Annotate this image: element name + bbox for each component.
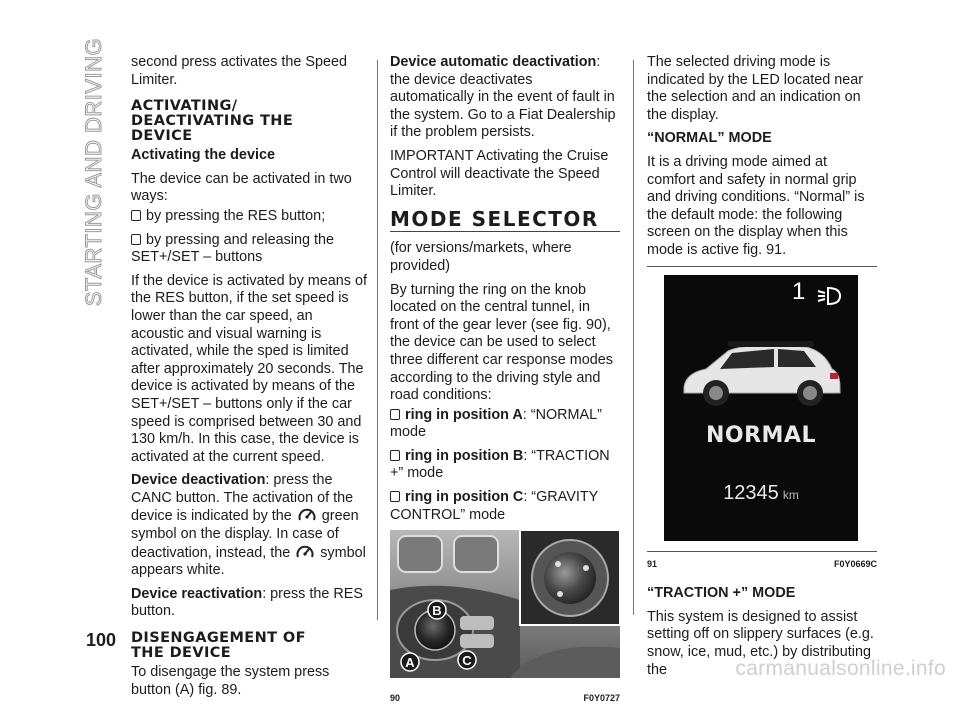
list-item-text: by pressing and releasing the SET+/SET – buttons bbox=[131, 231, 334, 266]
bullet-box-icon bbox=[131, 234, 141, 245]
paragraph-reactivation bbox=[131, 586, 367, 621]
display-odometer bbox=[664, 481, 858, 505]
list-item-label: ring in position C bbox=[405, 489, 524, 506]
watermark: carmanualsonline.info bbox=[735, 657, 946, 680]
paragraph: The device can be activated in two ways: bbox=[131, 170, 352, 205]
list-item-text: : “NORMAL” mode bbox=[390, 406, 602, 441]
heading-line: DEACTIVATING THE bbox=[131, 113, 294, 130]
figure-code: F0Y0727 bbox=[583, 692, 620, 703]
paragraph-deactivation bbox=[131, 472, 367, 580]
deactivation-text: symbol appears white. bbox=[131, 544, 366, 579]
subheading-activating: Activating the device bbox=[131, 147, 275, 164]
column-divider bbox=[377, 60, 378, 620]
heading-activating bbox=[131, 99, 367, 144]
bullet-box-icon bbox=[390, 409, 400, 420]
speed-limiter-icon bbox=[295, 544, 315, 560]
figure-number: 91 bbox=[647, 558, 658, 569]
figure-caption bbox=[390, 686, 620, 707]
list-item-text: : “TRACTION +” mode bbox=[390, 447, 610, 482]
label-c: C bbox=[462, 653, 472, 669]
page-number: 100 bbox=[86, 630, 117, 650]
odometer-unit: km bbox=[782, 487, 799, 502]
bullet-box-icon bbox=[390, 450, 400, 461]
auto-deactivation-label: Device automatic deactivation bbox=[390, 54, 597, 70]
list-item-text: : “GRAVITY CONTROL” mode bbox=[390, 489, 598, 523]
paragraph: second press activates the Speed Limiter. bbox=[131, 54, 347, 88]
heading-mode-selector: MODE SELECTOR bbox=[390, 211, 620, 233]
speed-limiter-icon bbox=[297, 507, 317, 523]
heading-line: ACTIVATING/ bbox=[131, 98, 238, 115]
list-item bbox=[390, 489, 620, 524]
heading-line: DEVICE bbox=[131, 128, 193, 145]
figure-rule bbox=[647, 266, 877, 267]
figure-code: F0Y0669C bbox=[833, 558, 877, 569]
paragraph: The selected driving mode is indicated by the LED located near the selection and an indication on the display. bbox=[647, 54, 864, 123]
list-item bbox=[390, 448, 620, 483]
list-item bbox=[131, 208, 367, 226]
figure-90 bbox=[390, 530, 620, 707]
list-item bbox=[390, 407, 620, 442]
odometer-value: 12345 bbox=[723, 481, 779, 504]
instrument-display bbox=[664, 275, 858, 541]
display-mode-label: NORMAL bbox=[706, 422, 816, 448]
display-gear-digit: 1 bbox=[792, 277, 806, 305]
list-item-label: ring in position A bbox=[405, 406, 523, 423]
heading-line: THE DEVICE bbox=[131, 645, 232, 662]
list-item-label: ring in position B bbox=[405, 447, 524, 464]
paragraph-auto-deactivation bbox=[390, 54, 620, 142]
heading-disengagement bbox=[131, 631, 367, 661]
bullet-box-icon bbox=[390, 491, 400, 502]
paragraph: By turning the ring on the knob located on the central tunnel, in front of the gear lever (see fig. 90), the device can be used to select three different car response modes according to the driving style and road conditions: bbox=[390, 281, 613, 404]
figure-91 bbox=[647, 275, 877, 541]
column-1 bbox=[131, 54, 367, 705]
heading-line: DISENGAGEMENT OF bbox=[131, 630, 306, 647]
bullet-box-icon bbox=[131, 210, 141, 221]
paragraph-important: IMPORTANT Activating the Cruise Control will deactivate the Speed Limiter. bbox=[390, 147, 609, 200]
column-3 bbox=[647, 54, 877, 685]
deactivation-text: green symbol on the display. In case of deactivation, instead, the bbox=[131, 508, 359, 561]
list-item bbox=[131, 232, 367, 267]
figure-number: 90 bbox=[390, 692, 401, 703]
column-2 bbox=[390, 54, 620, 707]
paragraph: It is a driving mode aimed at comfort and safety in normal grip and driving conditions. “Normal” is the default mode: the following screen on the display when this mode is active fig. 91. bbox=[647, 153, 865, 258]
label-b: B bbox=[432, 603, 442, 619]
deactivation-label: Device deactivation bbox=[131, 472, 266, 489]
subheading-traction-mode: “TRACTION +” MODE bbox=[647, 585, 796, 602]
auto-deactivation-text: : the device deactivates automatically in the event of fault in the system. Go to a Fiat Dealership if the problem persists. bbox=[390, 54, 616, 141]
deactivation-text: : press the CANC button. The activation of the device is indicated by the bbox=[131, 472, 354, 525]
subheading-normal-mode: “NORMAL” MODE bbox=[647, 130, 772, 147]
car-image bbox=[676, 335, 846, 415]
paragraph: (for versions/markets, where provided) bbox=[390, 240, 572, 274]
column-divider bbox=[633, 60, 634, 615]
figure-caption bbox=[647, 551, 877, 574]
mode-selector-photo bbox=[390, 530, 620, 678]
paragraph: To disengage the system press button (A) fig. 89. bbox=[131, 664, 330, 698]
section-side-tab bbox=[78, 37, 110, 307]
headlight-icon bbox=[816, 285, 842, 307]
reactivation-label: Device reactivation bbox=[131, 585, 263, 602]
label-a: A bbox=[405, 655, 415, 671]
paragraph: This system is designed to assist setting off on slippery surfaces (e.g. snow, ice, mud, etc.) by distributing the bbox=[647, 608, 874, 678]
paragraph: If the device is activated by means of the RES button, if the set speed is lower than the car speed, an acoustic and visual warning is activated, while the sped is limited after approximately 20 seconds. The device is activated by means of the SET+/SET – buttons only if the car speed is comprised between 30 and 130 km/h. In this case, the device is activated at the current speed. bbox=[131, 272, 367, 465]
reactivation-text: : press the RES button. bbox=[131, 585, 363, 620]
section-side-tab-text: STARTING AND DRIVING bbox=[81, 37, 106, 307]
list-item-text: by pressing the RES button; bbox=[146, 207, 326, 224]
